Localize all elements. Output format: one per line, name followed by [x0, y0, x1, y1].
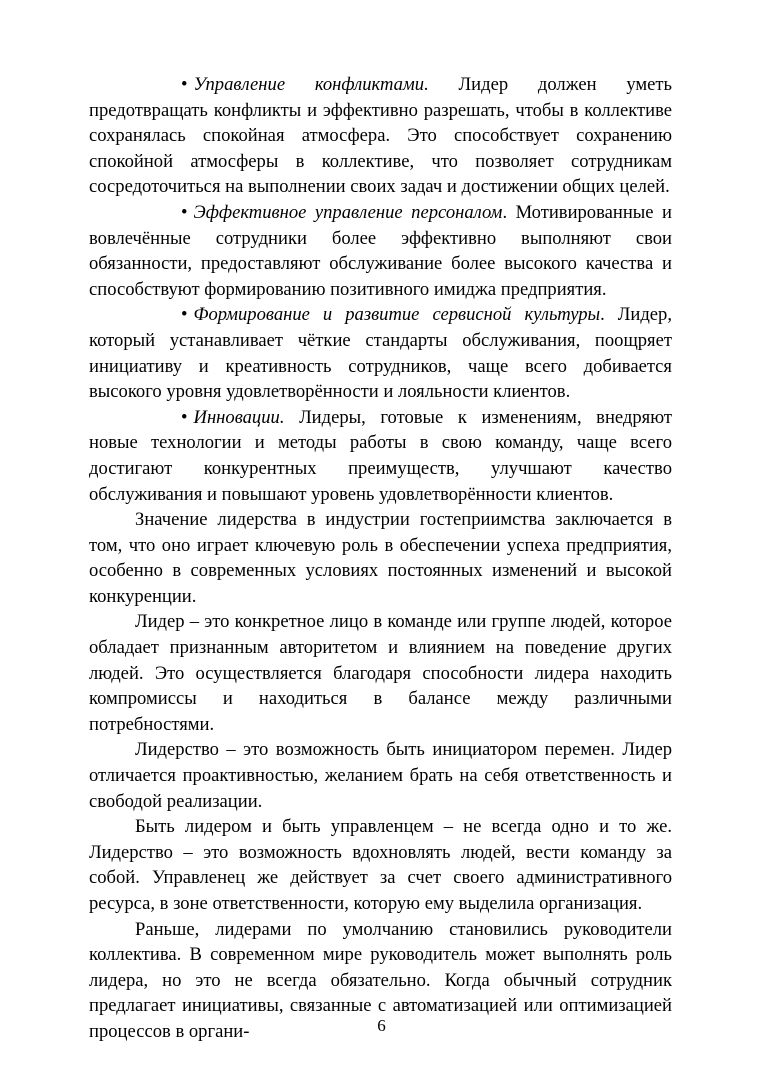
- bullet-text: . Лидер, который устанавливает чёткие стандарты обслуживания, поощряет инициативу и креативность сотрудников, чаще всего добивается высокого уровня удовлетворённости и лояльности клиентов.: [89, 304, 672, 403]
- bullet-term: Инновации.: [193, 406, 285, 428]
- bullet-item-conflict-management: [89, 72, 672, 200]
- bullet-marker: •: [181, 304, 188, 326]
- page-number: 6: [377, 1016, 386, 1035]
- bullet-text: Лидеры, готовые к изменениям, внедряют новые технологии и методы работы в свою команду, чаще всего достигают конкурентных преимуществ, улучшают качество обслуживания и повышают уровень удовлетворённости клиентов.: [89, 406, 672, 505]
- paragraph-leadership-initiative: Лидерство – это возможность быть инициатором перемен. Лидер отличается проактивностью, желанием брать на себя ответственность и свободой реализации.: [89, 739, 672, 812]
- bullet-text: Лидер должен уметь предотвращать конфликты и эффективно разрешать, чтобы в коллективе сохранялась спокойная атмосфера. Это способствует сохранению спокойной атмосферы в коллективе, что позволяет сотрудникам сосредоточиться на выполнении своих задач и достижении общих целей.: [89, 74, 672, 198]
- paragraph-modern-leadership: Раньше, лидерами по умолчанию становились руководители коллектива. В современном мире руководитель может выполнять роль лидера, но это не всегда обязательно. Когда обычный сотрудник предлагает инициативы, связанные с автоматизацией или оптимизацией процессов в органи-: [89, 918, 672, 1042]
- paragraph-leader-definition: Лидер – это конкретное лицо в команде или группе людей, которое обладает признанным авторитетом и влиянием на поведение других людей. Это осуществляется благодаря способности лидера находить компромиссы и находиться в балансе между различными потребностями.: [89, 611, 672, 735]
- bullet-item-personnel-management: [89, 200, 672, 302]
- bullet-item-innovation: [89, 405, 672, 507]
- bullet-marker: •: [181, 74, 188, 95]
- bullet-item-service-culture: [89, 302, 672, 404]
- paragraph-leadership-significance: Значение лидерства в индустрии гостеприимства заключается в том, что оно играет ключевую роль в обеспечении успеха предприятия, особенно в современных условиях постоянных изменений и высокой конкуренции.: [89, 509, 672, 607]
- bullet-text: . Мотивированные и вовлечённые сотрудники более эффективно выполняют свои обязанности, предоставляют обслуживание более высокого качества и способствуют формированию позитивного имиджа предприятия.: [89, 201, 672, 300]
- page-body: [89, 72, 672, 1045]
- bullet-term: Формирование и развитие сервисной культуры: [193, 304, 601, 326]
- bullet-term: Эффективное управление персоналом: [193, 201, 503, 223]
- bullet-marker: •: [181, 406, 188, 428]
- bullet-marker: •: [181, 201, 188, 223]
- bullet-term: Управление конфликтами.: [193, 74, 429, 95]
- paragraph-leader-vs-manager: Быть лидером и быть управленцем – не всегда одно и то же. Лидерство – это возможность вдохновлять людей, вести команду за собой. Управленец же действует за счет своего административного ресурса, в зоне ответственности, которую ему выделила организация.: [89, 816, 672, 914]
